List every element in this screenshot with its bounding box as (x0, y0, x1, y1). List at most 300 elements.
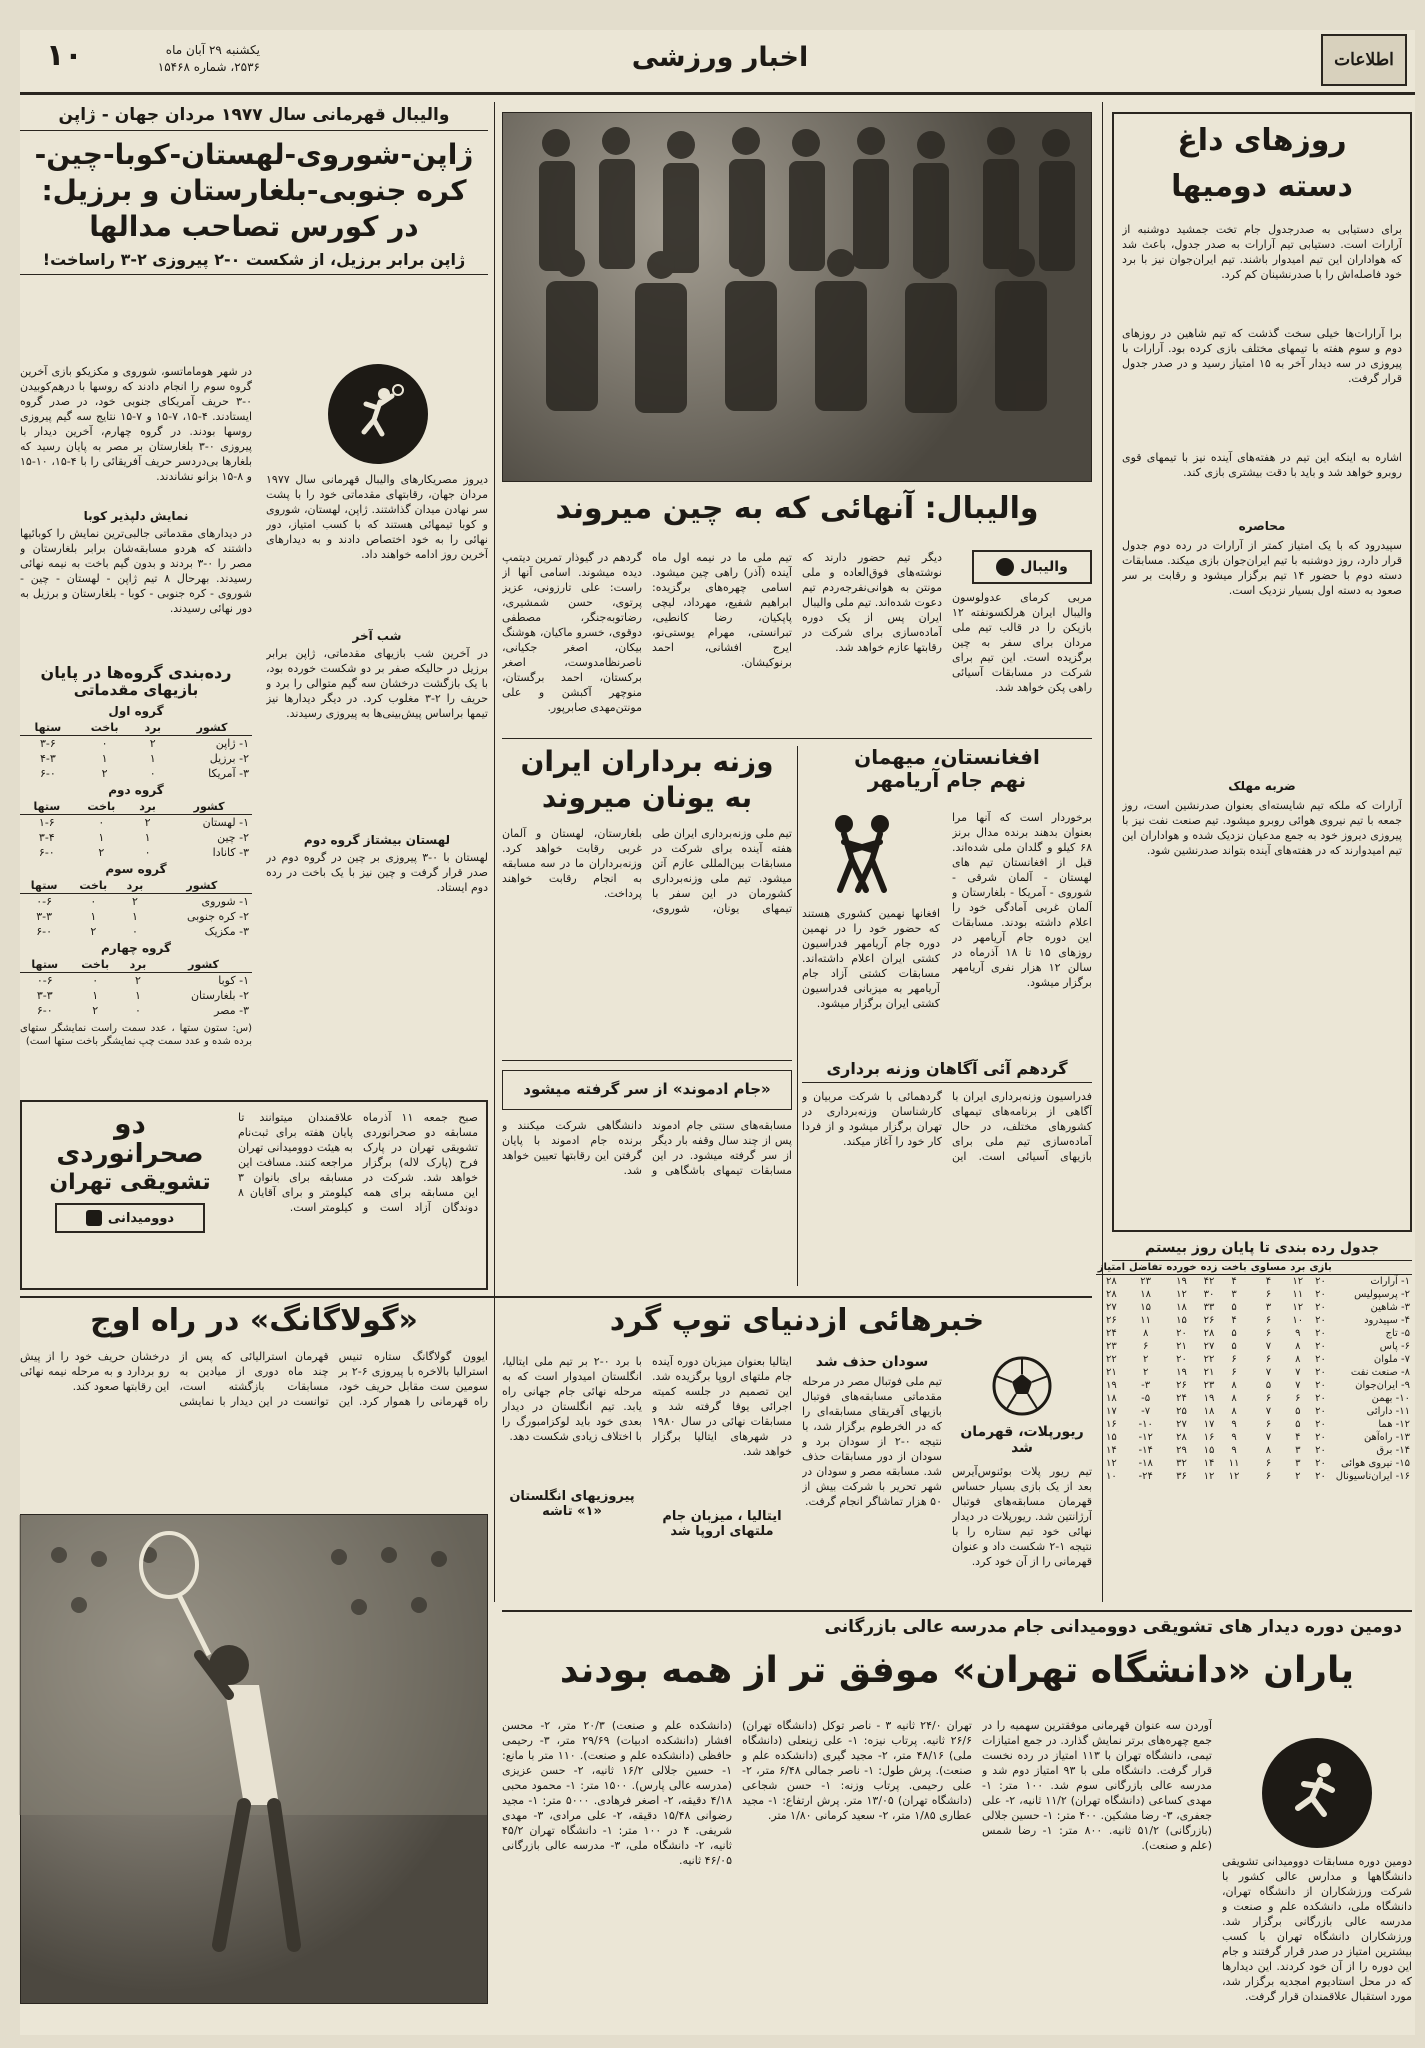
league-cell: ۹ (1231, 1445, 1237, 1457)
group-cell: ۲ (149, 736, 156, 750)
sweet-headline-1: روزهای داغ (1177, 123, 1347, 158)
section-title: اخبار ورزشی (631, 42, 809, 73)
group-header-cell: برد (121, 957, 155, 973)
league-cell: ۹ (1231, 1419, 1237, 1431)
edmond-box (502, 1070, 792, 1110)
masthead (20, 30, 1415, 92)
university-results-3: (دانشکده علم و صنعت) ۲۰/۳ متر، ۲- محسن افشار (دانشکده ادبیات) ۲۹/۶۹ متر، ۳- رحیمی حافظی (دانشکده علم و صنعت). ۱۱۰ متر با مانع: ۱- حسین جلالی ۱۶/۲ ثانیه، ۲- حسن عزیزی (مدرسه عالی پارس). ۱۵۰۰ متر: ۱- محمود محبی ۴/۱۸ دقیقه، ۲- اصغر فرهادی. ۵۰۰۰ متر: ۱- مجید رضوانی ۱۵/۴۸ دقیقه، ۲- علی مرادی، ۳- مهدی شریفی. ۴ در ۱۰۰ متر: ۱- دانشگاه تهران ۴۵/۲ ثانیه، ۲- دانشگاه ملی، ۳- مدرسه عالی بازرگانی ۴۶/۰۵ ثانیه. (502, 1719, 732, 1867)
group-cell: ۲ (144, 815, 151, 829)
league-cell: ۷ (1265, 1367, 1272, 1379)
sweet-sub-2: ضربه مهلک (1228, 779, 1296, 793)
league-row (1096, 1457, 1412, 1470)
volleyball-section-label (972, 550, 1092, 584)
league-cell: ۲۷ (1176, 1419, 1187, 1431)
league-cell: ۱۱ (1292, 1289, 1304, 1301)
league-row (1096, 1405, 1412, 1418)
league-cell: ۱۲ (1176, 1289, 1187, 1301)
league-cell: ۱۲ (1292, 1302, 1304, 1314)
masthead-logo (1321, 34, 1407, 86)
league-cell: ۱۴ (1203, 1458, 1215, 1470)
league-cell: ۲۰ (1315, 1341, 1326, 1353)
group-cell: ۰ (131, 924, 138, 938)
photo-body-2: دیگر تیم حضور دارند که نوشته‌های فوق‌العاده و ملی مونتن به هوانی‌نفرجه‌ردم تیم دعوت شده‌اند. تیم ملی والیبال ایران پس از یک دوره آماده‌سازی برای شرکت در رقابتها عازم خواهد شد. (802, 551, 942, 654)
newspaper-page (20, 30, 1415, 2035)
league-cell: ۲۷ (1203, 1341, 1215, 1353)
league-cell: ۶ (1231, 1367, 1237, 1379)
photo-body-4: گردهم در گیوذار تمرین دیتمپ دیده میشوند. اسامی آنها از راست: علی تارزونی، عزیز پرتوی، حسن شمشیری، رضاتوبه‌جنگر، مصطفی دوقوی، خسرو ماکیان، هوشنگ بیکان، اصغر جکیانی، ناصرنظامدوست، اصغر برکستان، احمد برگستان، منوچهر آکبشن و علی مونتن‌مهدی صابرپور. (502, 551, 642, 714)
league-cell: ۱۲ (1105, 1458, 1117, 1470)
group-cell: ۰ (144, 845, 151, 859)
group-row (20, 830, 252, 845)
league-cell: ۱۰- (1138, 1419, 1153, 1431)
league-cell: ۳۳ (1203, 1302, 1215, 1314)
league-cell: ۴ (1265, 1276, 1272, 1288)
league-cell: ۳ (1295, 1445, 1301, 1457)
league-cell: ۱۸ (1203, 1406, 1215, 1418)
date-block (100, 42, 260, 76)
group-header-row (20, 799, 252, 815)
wrestling-logo (812, 810, 912, 900)
story-headline-2: کره جنوبی-بلغارستان و برزیل: (41, 173, 467, 207)
league-cell: ۶ (1265, 1458, 1272, 1470)
afghan-body-1: افغانها نهمین کشوری هستند که حضور خود را در نهمین دوره جام آریامهر فدراسیون کشتی ایران اعلام داشته‌اند. مسابقات کشتی آزاد جام آریامهر به میزبانی فدراسیون کشتی ایران برگزار میشود. (802, 907, 940, 1010)
university-headline: یاران «دانشگاه تهران» موفق تر از همه بودند (559, 1649, 1355, 1691)
group-header-cell: برد (118, 878, 151, 894)
group-cell: ۰ (90, 894, 97, 908)
rule-h-1 (502, 738, 1092, 739)
story-col-left (20, 364, 252, 1099)
group-header-cell: باخت (70, 957, 121, 973)
league-cell: ۲۰ (1315, 1445, 1326, 1457)
league-table-box (1097, 1240, 1412, 1600)
league-row (1096, 1418, 1412, 1431)
group-cell: ۱ (90, 909, 97, 923)
group-cell: ۱ (131, 909, 138, 923)
league-cell: ۶- پاس (1379, 1341, 1410, 1353)
league-cell: ۱۷ (1203, 1419, 1215, 1431)
league-cell: ۲ (1295, 1471, 1301, 1483)
league-cell: ۲۰ (1315, 1302, 1326, 1314)
league-cell: ۶ (1265, 1328, 1272, 1340)
group-cell: ۱ (134, 988, 141, 1002)
group-header-cell: باخت (74, 799, 129, 815)
group-cell: ۰-۶ (36, 894, 53, 908)
athletics-label-text: دوومیدانی (107, 1210, 175, 1226)
league-cell: ۱۵ (1140, 1302, 1152, 1314)
league-cell: ۲۴- (1138, 1471, 1153, 1483)
issue-line: ۲۵۳۶، شماره ۱۵۴۶۸ (157, 60, 260, 74)
league-cell: ۲۰ (1315, 1458, 1326, 1470)
league-cell: ۸ (1231, 1406, 1237, 1418)
league-cell: ۵ (1231, 1341, 1237, 1353)
group-row (20, 988, 252, 1003)
football-col-1 (952, 1354, 1092, 1604)
league-cell: ۴- سپیدرود (1364, 1315, 1410, 1327)
weightlifting-story (502, 746, 792, 1046)
league-header-cell: امتیاز (1097, 1262, 1126, 1274)
group-table (20, 720, 252, 781)
group-row (20, 845, 252, 860)
league-cell: ۳۰ (1203, 1289, 1215, 1301)
photo-body-3: تیم ملی ما در نیمه اول ماه آینده (آذر) راهی چین میشود. اسامی چهره‌های برگزیده: ابراهیم شفیع، مهرداد، لیچی پاپکیان، رضا کانطیی، تبرانستی، مهرام یوستی‌نو، ایرج افشانی، احمد برنوکیشان. (652, 551, 792, 669)
league-cell: ۲۲ (1105, 1354, 1117, 1366)
league-cell: ۱- آرارات (1370, 1276, 1410, 1288)
league-cell: ۵ (1231, 1302, 1237, 1314)
league-header-cell: باخت (1221, 1262, 1247, 1274)
group-row (20, 893, 252, 909)
group-cell: ۲ (101, 766, 108, 780)
league-cell: ۷- ملوان (1373, 1354, 1410, 1366)
league-cell: ۶ (1265, 1471, 1272, 1483)
group-header-row (20, 878, 252, 894)
sweet-headline-2: دسته دومیها (1171, 169, 1353, 204)
league-row (1096, 1366, 1412, 1379)
group-cell: ۲ (98, 845, 105, 859)
league-header-cell: بازی (1309, 1262, 1332, 1274)
league-cell: ۱۴ (1105, 1445, 1117, 1457)
league-cell: ۶ (1142, 1341, 1149, 1353)
group-cell: ۶-۰ (36, 1003, 53, 1017)
football-sub1: سودان حذف شد (815, 1354, 929, 1370)
league-cell: ۷ (1295, 1380, 1301, 1392)
afghanistan-story (802, 746, 1092, 1056)
football-icon (990, 1354, 1054, 1418)
league-header-cell: برد (1290, 1262, 1306, 1274)
sweet-sub-1: محاصره (1238, 519, 1286, 533)
sweet-body-2: برا آرارات‌ها خیلی سخت گذشت که تیم شاهین در روزهای دوم و سوم هفته با تیمهای مختلف بازی کرده بود. آرارات با پیروزی در سه دیدار آخر به ۱۵ امتیاز رسید و در صدر جدول قرار گرفت. (1122, 327, 1402, 385)
standings-subtitle: بازیهای مقدماتی (73, 681, 199, 700)
group-cell: ۳- آمریکا (208, 766, 249, 780)
league-cell: ۴ (1295, 1432, 1301, 1444)
group-cell: ۲- بلغارستان (190, 988, 249, 1002)
league-cell: ۲۴ (1105, 1328, 1117, 1340)
league-cell: ۷ (1295, 1367, 1301, 1379)
league-header-row (1096, 1261, 1412, 1275)
league-row (1096, 1327, 1412, 1340)
sweet-body-5: آرارات که ملکه تیم شایسته‌ای بعنوان صدرنشین است، روز جمعه با تیم نیروی هوائی روبرو میشود. تیم صنعت نفت نیز با پیروزی دیروز خود به جمع مدعیان نزدیک شده و هواداران این تیم امیدوارند که در هفته‌های آینده بتواند صدرنشین شود. (1122, 799, 1402, 857)
football-logo (972, 1354, 1072, 1418)
league-row (1096, 1301, 1412, 1314)
group-cell: ۲ (131, 894, 138, 908)
group-cell: ۲ (134, 973, 141, 987)
league-cell: ۶ (1265, 1315, 1272, 1327)
group-header-cell: کشور (166, 799, 252, 815)
football-sub4b: «۱» تاشه (542, 1503, 602, 1519)
league-cell: ۲- پرسپولیس (1354, 1289, 1410, 1301)
story-body-left-2: در دیدارهای مقدماتی جالبی‌ترین نمایش را کوبائیها داشتند که هردو مسابقه‌شان برابر بلغارستان و مصر را ۰-۳ بردند و بدون گیم باخت به نیمه نهائی رسیدند. بهرحال ۸ تیم ژاپن - لهستان - چین - شوروی - کره جنوبی - کوبا - بلغارستان و برزیل به دور نهائی رسیدند. (20, 527, 252, 615)
group-row (20, 1003, 252, 1018)
afghan-headline-1: افغانستان، میهمان (854, 745, 1040, 769)
league-cell: ۲۴ (1176, 1393, 1187, 1405)
weight-headline-1: وزنه برداران ایران (520, 745, 774, 778)
page-number: ۱۰ (46, 38, 83, 73)
league-cell: ۳- شاهین (1370, 1302, 1410, 1314)
league-cell: ۲۹ (1176, 1445, 1187, 1457)
league-cell: ۱۶- ایران‌ناسیونال (1335, 1471, 1410, 1483)
league-cell: ۱۱ (1228, 1458, 1240, 1470)
league-cell: ۶ (1265, 1289, 1272, 1301)
league-cell: ۲۰ (1315, 1315, 1326, 1327)
league-cell: ۹- ایران‌جوان (1355, 1380, 1410, 1392)
league-cell: ۶ (1265, 1393, 1272, 1405)
second-division-story (1112, 112, 1412, 1232)
coaches-body: فدراسیون وزنه‌برداری ایران با آگاهی از برنامه‌های تیمهای کشورهای مختلف، در حال آماده‌سازی تیم ملی برای بازیهای آسیائی است. این گردهمائی با شرکت مربیان و کارشناسان وزنه‌برداری در تهران برگزار میشود و از فردا کار خود را آغاز میکند. (802, 1090, 1092, 1164)
football-col-4 (502, 1354, 642, 1604)
league-cell: ۲ (1142, 1367, 1149, 1379)
league-cell: ۸ (1295, 1341, 1301, 1353)
story-sub-poland: لهستان بیشتاز گروه دوم (303, 833, 451, 847)
league-cell: ۶ (1295, 1393, 1301, 1405)
league-cell: ۲۳ (1105, 1341, 1117, 1353)
group-row (20, 972, 252, 988)
league-cell: ۲۰ (1176, 1354, 1187, 1366)
league-cell: ۸ (1142, 1328, 1149, 1340)
league-cell: ۲۰ (1315, 1419, 1326, 1431)
league-cell: ۲۸ (1105, 1276, 1117, 1288)
league-cell: ۳۶ (1176, 1471, 1187, 1483)
group-header-cell: کشور (155, 957, 252, 973)
team-photo (502, 112, 1092, 482)
league-cell: ۲۰ (1315, 1354, 1326, 1366)
league-row (1096, 1340, 1412, 1353)
league-cell: ۶ (1231, 1354, 1237, 1366)
group-table (20, 957, 252, 1018)
football-headline: خبرهائی ازدنیای توپ گرد (609, 1303, 985, 1338)
group-header-cell: کشور (152, 878, 252, 894)
league-cell: ۱۱- دارائی (1366, 1406, 1410, 1418)
standings-note: (س: ستون ستها ، عدد سمت راست نمایشگر ستهای برده شده و عدد سمت چپ نمایشگر باخت ستها است) (20, 1022, 252, 1047)
group-header-cell: ستها (20, 957, 70, 973)
league-cell: ۲۱ (1176, 1341, 1187, 1353)
group-cell: ۰ (149, 766, 156, 780)
group-cell: ۱ (101, 751, 108, 765)
volleyball-story (20, 102, 488, 1102)
league-cell: ۱۹ (1176, 1276, 1187, 1288)
edmond-body: مسابقه‌های سنتی جام ادموند پس از چند سال وقفه بار دیگر از سر گرفته میشود. در این مسابقات تیمهای باشگاهی و دانشگاهی شرکت میکنند و برنده جام ادموند با پایان گرفتن این رقابتها تعیین خواهد شد. (502, 1119, 792, 1177)
league-cell: ۲۰ (1315, 1367, 1326, 1379)
league-cell: ۲۰ (1315, 1289, 1326, 1301)
group-cell: ۶-۰ (36, 924, 53, 938)
group-name: گروه سوم (105, 861, 167, 876)
league-table (1096, 1261, 1412, 1483)
football-col-2 (802, 1354, 942, 1604)
group-cell: ۰ (134, 1003, 141, 1017)
group-cell: ۰ (101, 736, 108, 750)
group-row (20, 766, 252, 781)
league-cell: ۵ (1231, 1328, 1237, 1340)
desert-title-block (30, 1108, 230, 1284)
group-cell: ۰ (92, 973, 99, 987)
league-header-cell: خورده (1166, 1262, 1197, 1274)
group-name: گروه چهارم (101, 940, 171, 955)
football-sub4: پیروزیهای انگلستان (509, 1489, 635, 1504)
league-cell: ۲۱ (1203, 1367, 1215, 1379)
group-header-cell: ستها (20, 878, 68, 894)
league-cell: ۱۵ (1203, 1445, 1215, 1457)
league-cell: ۲۰ (1315, 1380, 1326, 1392)
section-label-text: والیبال (1020, 559, 1068, 575)
league-cell: ۵ (1295, 1406, 1301, 1418)
group-cell: ۳-۴ (38, 830, 55, 844)
league-cell: ۱۶ (1105, 1419, 1117, 1431)
league-cell: ۱۲- (1138, 1432, 1153, 1444)
group-cell: ۳-۳ (36, 909, 53, 923)
football-sub4-body: با برد ۰-۲ بر تیم ملی ایتالیا، انگلستان امیدوار است که به مرحله نهائی جام جهانی راه یابد. تیم انگلستان در دیدار بعدی خود باید لوکزامبورگ را با اختلاف زیادی شکست دهد. (502, 1355, 642, 1443)
group-cell: ۶-۰ (38, 845, 55, 859)
group-standings (20, 664, 252, 1099)
league-cell: ۸ (1231, 1393, 1237, 1405)
league-cell: ۱۵- نیروی هوائی (1340, 1458, 1410, 1470)
league-cell: ۱۱ (1140, 1315, 1152, 1327)
league-row (1096, 1444, 1412, 1457)
league-cell: ۱۹ (1176, 1367, 1187, 1379)
group-cell: ۱- ژاپن (215, 736, 249, 750)
football-sub2: ریورپلات، قهرمان شد (960, 1424, 1084, 1457)
group-cell: ۰-۶ (36, 973, 53, 987)
desert-race-story (20, 1100, 488, 1290)
league-row (1096, 1431, 1412, 1444)
league-cell: ۳ (1231, 1289, 1237, 1301)
desert-headline-2: صحرانوردی (56, 1139, 204, 1170)
story-col-mid (266, 364, 488, 1099)
football-news (502, 1304, 1092, 1604)
league-header-cell: مساوی (1250, 1262, 1287, 1274)
league-cell: ۲۸ (1105, 1289, 1117, 1301)
league-header-cell: تفاضل (1129, 1262, 1163, 1274)
group-cell: ۱- شوروی (201, 894, 249, 908)
group-cell: ۱ (144, 830, 151, 844)
group-header-cell: ستها (20, 799, 74, 815)
story-subhead: ژاپن برابر برزیل، از شکست ۰-۲ پیروزی ۲-۳ راساخت! (20, 251, 488, 274)
league-row (1096, 1275, 1412, 1289)
league-cell: ۵- تاج (1385, 1328, 1410, 1340)
group-row (20, 814, 252, 830)
team-photo-figures (501, 113, 1091, 483)
group-header-row (20, 957, 252, 973)
football-sub3-body: ایتالیا بعنوان میزبان دوره آینده جام ملتهای اروپا برگزیده شد. این تصمیم در جلسه کمیته اجرائی یوفا گرفته شد و مسابقات نهائی در سال ۱۹۸۰ در شهرهای ایتالیا برگزار خواهد شد. (652, 1355, 792, 1458)
league-cell: ۲۶ (1105, 1315, 1117, 1327)
group-name: گروه دوم (108, 782, 164, 797)
standings-title: رده‌بندی گروه‌ها در پایان (40, 663, 232, 682)
group-header-cell: باخت (68, 878, 118, 894)
rule-h-2 (502, 1060, 792, 1061)
league-cell: ۲۰ (1315, 1471, 1326, 1483)
league-cell: ۵ (1265, 1380, 1272, 1392)
league-cell: ۱۸- (1138, 1458, 1153, 1470)
league-cell: ۷ (1265, 1406, 1272, 1418)
athlete-running-icon (1282, 1758, 1352, 1828)
league-cell: ۲ (1142, 1354, 1149, 1366)
group-cell: ۲ (90, 924, 97, 938)
group-cell: ۲- کره جنوبی (187, 909, 249, 923)
league-cell: ۳ (1265, 1302, 1272, 1314)
desert-body: صبح جمعه ۱۱ آذرماه مسابقه دو صحرانوردی تشویقی تهران در پارک فرح (پارک لاله) برگزار خواهد شد. شرکت در این مسابقه برای همه دوندگان آزاد است و علاقمندان میتوانند تا پایان هفته برای ثبت‌نام به هیئت دوومیدانی تهران مراجعه کنند. مسافت این مسابقه برای بانوان ۳ کیلومتر و برای آقایان ۸ کیلومتر است. (238, 1111, 478, 1214)
story-kicker: والیبال قهرمانی سال ۱۹۷۷ مردان جهان - ژاپن (20, 102, 488, 131)
league-cell: ۱۲ (1228, 1471, 1240, 1483)
league-cell: ۸ (1295, 1354, 1301, 1366)
league-cell: ۷ (1265, 1432, 1272, 1444)
team-photo-story (502, 112, 1092, 732)
group-header-cell: کشور (172, 720, 252, 736)
league-cell: ۱۶ (1203, 1432, 1215, 1444)
league-title: جدول رده بندی تا پایان روز بیستم (1112, 1240, 1412, 1261)
gulagong-story (20, 1304, 488, 2004)
group-header-cell: ستها (20, 720, 76, 736)
league-cell: ۲۲ (1203, 1354, 1215, 1366)
league-cell: ۵ (1295, 1419, 1301, 1431)
gulagong-body: ایوون گولاگانگ ستاره تنیس استرالیا بالاخره با پیروزی ۶-۲ بر سومین ست مقابل حریف خود، راه قهرمانی را هموار کرد. این قهرمان استرالیائی که پس از چند ماه دوری از میادین به مسابقات بازگشته است، توانست در این دیدار با نمایشی درخشان حریف خود را از پیش رو بردارد و به مرحله نیمه نهائی این رقابتها صعود کند. (20, 1349, 488, 1408)
league-cell: ۲۰ (1315, 1328, 1326, 1340)
story-sub-last-night: شب آخر (352, 629, 402, 643)
league-cell: ۱۲ (1292, 1276, 1304, 1288)
league-row (1096, 1314, 1412, 1327)
league-cell: ۱۲- هما (1378, 1419, 1410, 1431)
football-sub3: ایتالیا ، میزبان جام ملتهای اروپا شد (662, 1509, 782, 1539)
league-header-cell (1334, 1261, 1412, 1275)
group-row (20, 924, 252, 939)
league-cell: ۲۶ (1176, 1380, 1187, 1392)
university-results-2: تهران ۲۴/۰ ثانیه ۳ - ناصر توکل (دانشگاه تهران) ۲۶/۶ ثانیه. پرتاب نیزه: ۱- علی زینعلی (دانشگاه ملی) ۴۸/۱۶ متر، ۲- مجید گیری (دانشکده علم و صنعت). پرش طول: ۱- ناصر جمالی ۶/۴۸ متر، ۲- علی رحیمی. پرتاب وزنه: ۱- حسن شجاعی (دانشگاه تهران) ۱۳/۰۵ متر. پرش ارتفاع: ۱- مجید عطاری ۱/۸۵ متر، ۲- سعید کرمانی ۱/۸۰ متر. (742, 1719, 972, 1822)
edmond-headline: «جام ادموند» از سر گرفته میشود (523, 1080, 771, 1099)
team-photo-headline: والیبال: آنهائی که به چین میروند (555, 491, 1039, 526)
coaches-headline: گردهم آئی آگاهان وزنه برداری (802, 1060, 1092, 1083)
league-cell: ۳- (1141, 1380, 1151, 1392)
football-col-3 (652, 1354, 792, 1604)
league-cell: ۲۷ (1105, 1302, 1117, 1314)
group-header-row (20, 720, 252, 736)
group-cell: ۲- چین (217, 830, 249, 844)
group-cell: ۱- کوبا (218, 973, 249, 987)
league-cell: ۲۰ (1315, 1432, 1326, 1444)
league-cell: ۱۰ (1105, 1471, 1117, 1483)
league-cell: ۲۶ (1203, 1315, 1215, 1327)
rule-h-3 (20, 1296, 1092, 1298)
group-row (20, 735, 252, 751)
league-cell: ۱۹ (1203, 1393, 1215, 1405)
league-cell: ۱۵ (1105, 1432, 1117, 1444)
group-cell: ۱ (149, 751, 156, 765)
league-cell: ۱۷ (1105, 1406, 1117, 1418)
league-cell: ۱۲ (1203, 1471, 1215, 1483)
group-cell: ۴-۳ (39, 751, 56, 765)
story-body-mid: دیروز مصریکارهای والیبال قهرمانی سال ۱۹۷۷ مردان جهان، رقابتهای مقدماتی خود را با پشت سر نهادن میدان گذاشتند. ژاپن، لهستان، شوروی و کوبا تیمهائی هستند که با کسب امتیاز، دور نهائی را به خود اختصاص دادند و به دیدارهای آخرین روز ادامه خواهند داد. (266, 473, 488, 561)
volleyball-small-icon (996, 558, 1014, 576)
col-rule-1 (494, 102, 495, 1602)
league-row (1096, 1288, 1412, 1301)
group-cell: ۳- مصر (214, 1003, 249, 1017)
group-name: گروه اول (108, 703, 164, 718)
league-cell: ۱۹ (1105, 1380, 1117, 1392)
league-cell: ۹ (1231, 1432, 1237, 1444)
volleyball-player-icon (346, 382, 410, 446)
football-sub2-body: تیم ریور پلات بوئنوس‌آیرس بعد از یک بازی بسیار حساس قهرمان مسابقه‌های فوتبال آرژانتین شد. ریورپلات در دیدار نهائی خود تیم ستاره را با نتیجه ۱-۲ شکست داد و عنوان قهرمانی را از آن خود کرد. (952, 1465, 1092, 1568)
league-cell: ۲۵ (1176, 1406, 1187, 1418)
group-row (20, 751, 252, 766)
league-cell: ۲۸ (1176, 1432, 1187, 1444)
athletics-label (55, 1203, 205, 1233)
logo-text: اطلاعات (1334, 50, 1394, 70)
league-cell: ۱۰ (1292, 1315, 1304, 1327)
league-cell: ۱۰- بهمن (1371, 1393, 1410, 1405)
group-cell: ۱ (92, 988, 99, 1002)
group-cell: ۳-۶ (39, 736, 56, 750)
university-results-1: آوردن سه عنوان قهرمانی موفقترین سهمیه را در جمع چهره‌های برتر نمایش گذارد. در جمع امتیازات تیمی، دانشگاه تهران با ۱۱۳ امتیاز در رده نخست قرار گرفت. دانشگاه ملی با ۹۳ امتیاز دوم شد و مدرسه عالی بازرگانی سوم شد. ۱۰۰ متر: ۱- مهدی کساعی (دانشگاه تهران) ۱۱/۲ ثانیه، ۲- علی جعفری، ۳- رضا مشکین. ۴۰۰ متر: ۱- حسین جلالی (بازرگانی) ۵۱/۲ ثانیه. ۸۰۰ متر: ۱- رضا شمس (علم و صنعت). (982, 1719, 1212, 1852)
league-cell: ۶ (1265, 1419, 1272, 1431)
league-cell: ۸- صنعت نفت (1350, 1367, 1410, 1379)
wrestling-icon (812, 810, 912, 900)
league-cell: ۱۸ (1105, 1393, 1117, 1405)
league-cell: ۱۸ (1140, 1289, 1152, 1301)
